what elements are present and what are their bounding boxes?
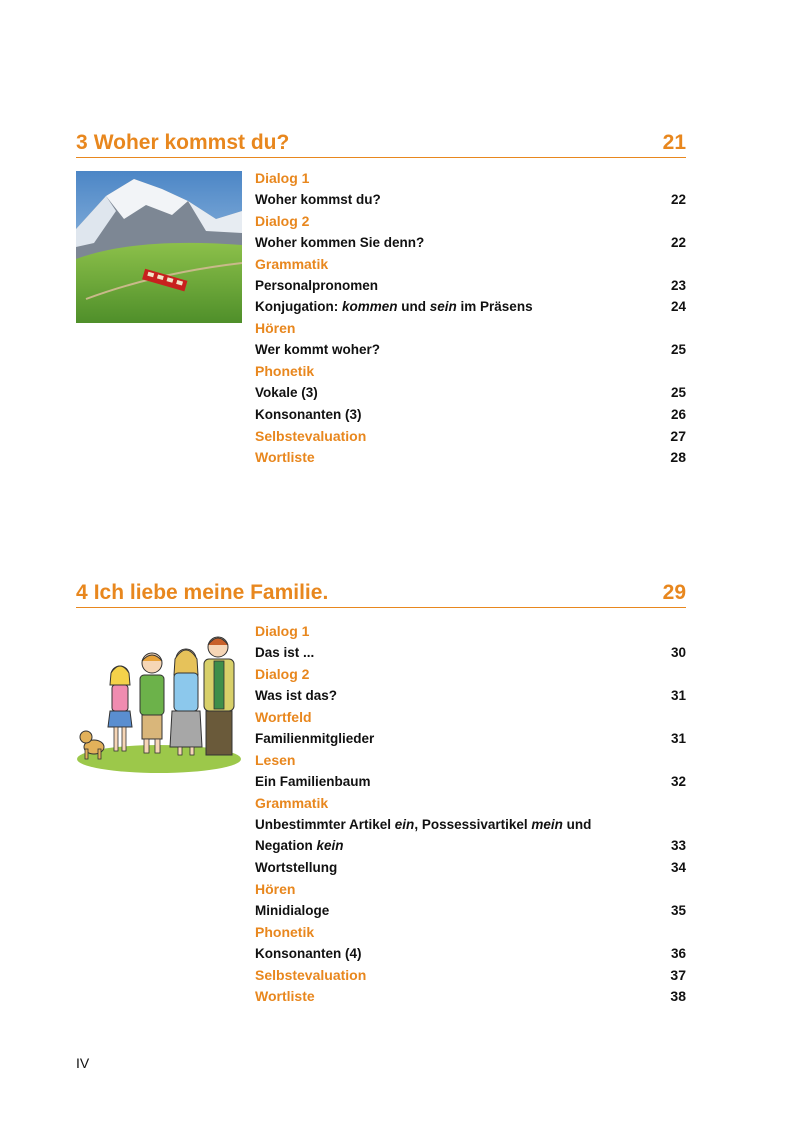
chapter-3	[76, 128, 686, 466]
toc-page: 24	[670, 299, 686, 315]
chapter-title[interactable]	[76, 581, 334, 605]
toc-item[interactable]: Woher kommen Sie denn? 22	[255, 234, 686, 250]
chapter-entries	[255, 167, 686, 468]
family-illustration	[76, 621, 242, 773]
toc-section[interactable]: Selbstevaluation 37	[255, 966, 686, 983]
toc-item[interactable]: Familienmitglieder 31	[255, 730, 686, 746]
toc-item[interactable]: Konsonanten (4) 36	[255, 945, 686, 961]
chapter-entries	[255, 620, 686, 1007]
toc-section[interactable]: Phonetik	[255, 923, 315, 940]
toc-item-label: Negation kein	[255, 838, 344, 854]
chapter-page: 29	[662, 581, 686, 604]
chapter-header	[76, 128, 686, 158]
toc-section[interactable]: Wortliste 38	[255, 988, 686, 1005]
toc-section[interactable]: Wortfeld	[255, 708, 312, 725]
toc-item[interactable]	[255, 296, 686, 318]
toc-page: 38	[670, 988, 686, 1005]
toc-page: 34	[670, 859, 686, 875]
toc-item[interactable]	[255, 814, 686, 836]
chapter-header	[76, 578, 686, 608]
toc-page: 26	[670, 406, 686, 422]
toc-page: 32	[670, 773, 686, 789]
chapter-number: 3	[76, 131, 88, 154]
toc-page: 25	[670, 385, 686, 401]
toc-section[interactable]: Dialog 2	[255, 665, 310, 682]
chapter-title-text: Ich liebe meine Familie.	[93, 581, 329, 604]
toc-item[interactable]: Minidialoge 35	[255, 902, 686, 918]
toc-page: 36	[670, 945, 686, 961]
toc-page: 22	[670, 191, 686, 207]
toc-page: 27	[670, 427, 686, 444]
toc-section[interactable]: Selbstevaluation 27	[255, 427, 686, 444]
toc-item[interactable]	[255, 835, 686, 857]
chapter-title[interactable]	[76, 131, 295, 155]
toc-page: 22	[670, 234, 686, 250]
toc-page: 31	[670, 687, 686, 703]
toc-section[interactable]: Hören	[255, 880, 296, 897]
toc-item[interactable]: Personalpronomen 23	[255, 277, 686, 293]
mountain-train-image	[76, 171, 242, 323]
toc-item[interactable]: Das ist ... 30	[255, 644, 686, 660]
toc-page: 33	[670, 838, 686, 854]
toc-section[interactable]: Lesen	[255, 751, 296, 768]
toc-section[interactable]: Wortliste 28	[255, 449, 686, 466]
toc-section[interactable]: Dialog 1	[255, 622, 310, 639]
page-number: IV	[76, 1055, 90, 1071]
toc-section[interactable]: Dialog 2	[255, 212, 310, 229]
chapter-title-text: Woher kommst du?	[93, 131, 290, 154]
chapter-number: 4	[76, 581, 88, 604]
toc-section[interactable]: Hören	[255, 320, 296, 337]
toc-section[interactable]: Dialog 1	[255, 169, 310, 186]
toc-page: 23	[670, 277, 686, 293]
toc-page: 25	[670, 342, 686, 358]
toc-page: 31	[670, 730, 686, 746]
toc-item[interactable]: Woher kommst du? 22	[255, 191, 686, 207]
toc-page: 28	[670, 449, 686, 466]
toc-item[interactable]: Konsonanten (3) 26	[255, 406, 686, 422]
toc-item[interactable]: Wortstellung 34	[255, 859, 686, 875]
chapter-page: 21	[662, 131, 686, 154]
toc-page: 37	[670, 966, 686, 983]
toc-item[interactable]: Was ist das? 31	[255, 687, 686, 703]
toc-section[interactable]: Grammatik	[255, 255, 329, 272]
toc-item[interactable]: Wer kommt woher? 25	[255, 342, 686, 358]
toc-section[interactable]: Phonetik	[255, 363, 315, 380]
toc-item-label: Unbestimmter Artikel ein, Possessivartikel mein und	[255, 816, 592, 832]
toc-item-label: Konjugation: kommen und sein im Präsens	[255, 299, 533, 315]
toc-item[interactable]: Ein Familienbaum 32	[255, 773, 686, 789]
chapter-4	[76, 578, 686, 1005]
toc-section[interactable]: Grammatik	[255, 794, 329, 811]
toc-page: 30	[670, 644, 686, 660]
toc-page: 35	[670, 902, 686, 918]
toc-item[interactable]: Vokale (3) 25	[255, 385, 686, 401]
